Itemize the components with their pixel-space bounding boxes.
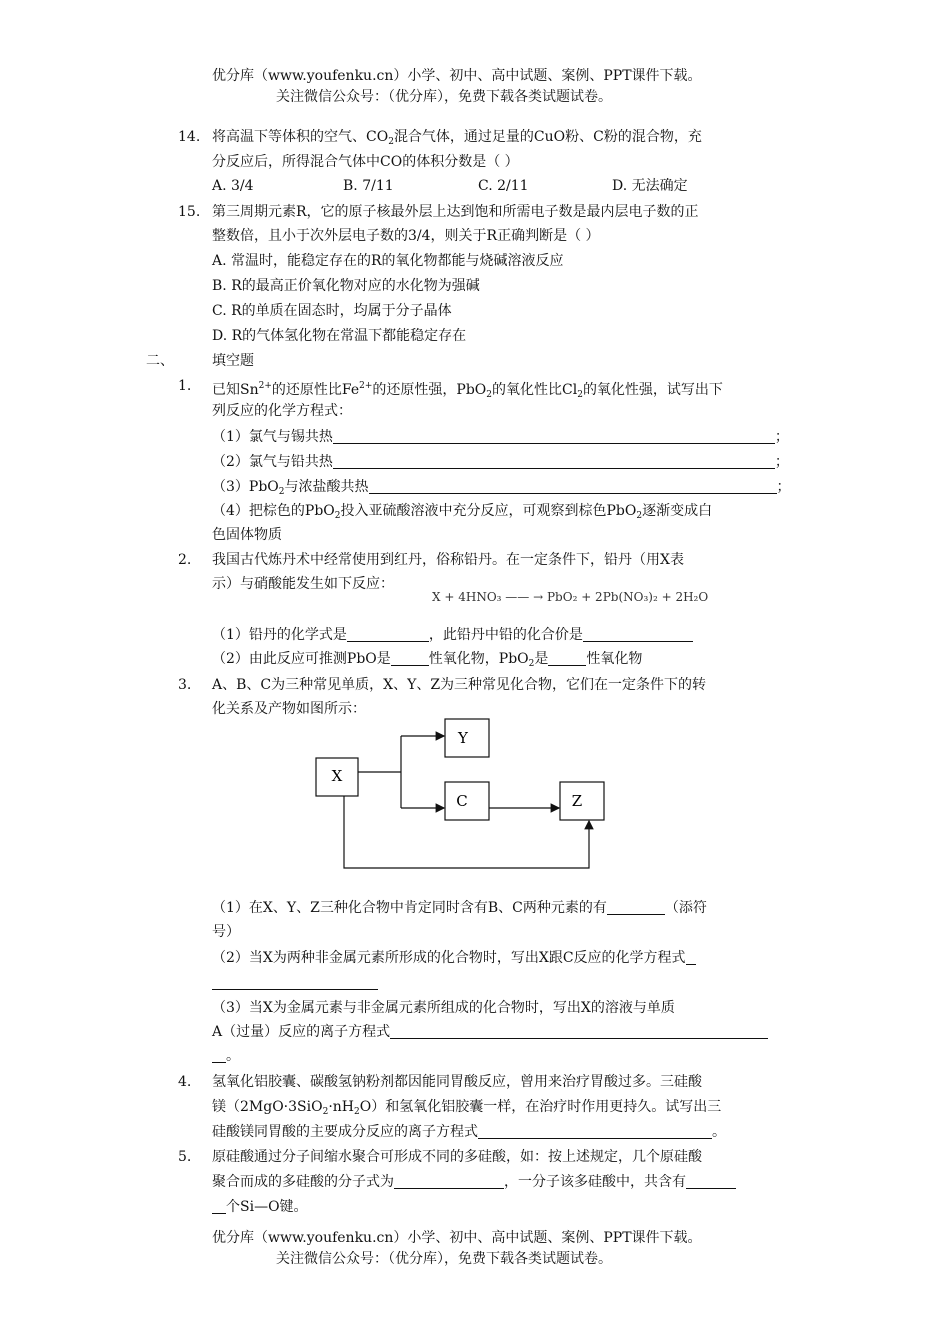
q14-choice-a: A. 3/4 bbox=[212, 178, 254, 194]
f5-line-3: 个Si—O键。 bbox=[212, 1196, 308, 1218]
q14-choice-b: B. 7/11 bbox=[343, 178, 394, 194]
q14-number: 14. bbox=[178, 129, 201, 145]
q15-number: 15. bbox=[178, 204, 201, 220]
q15-option-a: A. 常温时，能稳定存在的R的氧化物都能与烧碱溶液反应 bbox=[212, 253, 564, 269]
f3-part-1: （1）在X、Y、Z三种化合物中肯定同时含有B、C两种元素的有 （添符 bbox=[212, 900, 707, 916]
answer-blank[interactable] bbox=[212, 973, 378, 990]
answer-blank[interactable] bbox=[548, 649, 586, 666]
f1-part-4-line-2: 色固体物质 bbox=[212, 527, 282, 543]
section-title: 填空题 bbox=[212, 353, 254, 369]
answer-blank[interactable] bbox=[391, 649, 429, 666]
footer-line-2: 关注微信公众号：（优分库），免费下载各类试题试卷。 bbox=[276, 1251, 612, 1267]
answer-blank[interactable] bbox=[686, 948, 696, 965]
f3-number: 3. bbox=[178, 677, 192, 693]
answer-blank[interactable] bbox=[333, 452, 775, 469]
f2-part-2: （2）由此反应可推测PbO是 性氧化物，PbO$_2$是 性氧化物 bbox=[212, 651, 643, 669]
f2-number: 2. bbox=[178, 552, 192, 568]
q15-line-1: 第三周期元素R，它的原子核最外层上达到饱和所需电子数是最内层电子数的正 bbox=[212, 204, 699, 220]
header-line-1: 优分库（www.youfenku.cn）小学、初中、高中试题、案例、PPT课件下载。 bbox=[212, 68, 702, 84]
f1-part-1: （1）氯气与锡共热 ； bbox=[212, 429, 789, 445]
q14-choice-c: C. 2/11 bbox=[478, 178, 529, 194]
f2-line-2: 示）与硝酸能发生如下反应： bbox=[212, 576, 394, 592]
f5-line-1: 原硅酸通过分子间缩水聚合可形成不同的多硅酸，如：按上述规定，几个原硅酸 bbox=[212, 1149, 702, 1165]
q15-option-c: C. R的单质在固态时，均属于分子晶体 bbox=[212, 303, 452, 319]
f1-part-4-line-1: （4）把棕色的PbO$_2$投入亚硫酸溶液中充分反应，可观察到棕色PbO$_2$逐渐变成白 bbox=[212, 503, 713, 521]
f3-part-3-line-2: A（过量）反应的离子方程式 bbox=[212, 1021, 768, 1043]
header-line-2: 关注微信公众号：（优分库），免费下载各类试题试卷。 bbox=[276, 89, 612, 105]
q14-line-2: 分反应后，所得混合气体中CO的体积分数是（ ） bbox=[212, 154, 519, 170]
f1-number: 1. bbox=[178, 378, 192, 394]
f3-part-2-line-2 bbox=[212, 972, 378, 994]
f1-line-2: 列反应的化学方程式： bbox=[212, 403, 352, 419]
f4-line-1: 氢氧化铝胶囊、碳酸氢钠粉剂都因能同胃酸反应，曾用来治疗胃酸过多。三硅酸 bbox=[212, 1074, 702, 1090]
f3-line-1: A、B、C为三种常见单质，X、Y、Z为三种常见化合物，它们在一定条件下的转 bbox=[212, 677, 707, 693]
section-number: 二、 bbox=[146, 353, 174, 369]
answer-blank[interactable] bbox=[212, 1197, 226, 1214]
answer-blank[interactable] bbox=[686, 1172, 736, 1189]
answer-blank[interactable] bbox=[607, 898, 665, 915]
label-y: Y bbox=[458, 729, 468, 747]
reaction-equation: X + 4HNO₃ —— → PbO₂ + 2Pb(NO₃)₂ + 2H₂O bbox=[432, 590, 709, 604]
f4-number: 4. bbox=[178, 1074, 192, 1090]
f4-line-3: 硅酸镁同胃酸的主要成分反应的离子方程式 。 bbox=[212, 1124, 726, 1140]
f1-part-2: （2）氯气与铅共热 ； bbox=[212, 454, 789, 470]
f1-part-3: （3）PbO$_2$与浓盐酸共热 ； bbox=[212, 479, 791, 497]
answer-blank[interactable] bbox=[347, 625, 429, 642]
label-x: X bbox=[331, 767, 343, 785]
q14-choice-d: D. 无法确定 bbox=[612, 178, 688, 194]
f3-part-3-line-3: 。 bbox=[212, 1045, 240, 1067]
f4-line-2: 镁$(2MgO\cdot 3SiO_2\cdot nH_2O)$和氢氧化铝胶囊一样，在治疗时作用更持久。试写出三 bbox=[212, 1099, 722, 1117]
answer-blank[interactable] bbox=[394, 1172, 504, 1189]
q15-option-b: B. R的最高正价氧化物对应的水化物为强碱 bbox=[212, 278, 480, 294]
q14-line-1: 将高温下等体积的空气、$CO_2$混合气体，通过足量的CuO粉、C粉的混合物，充 bbox=[212, 129, 702, 147]
f5-line-2: 聚合而成的多硅酸的分子式为 ，一分子该多硅酸中，共含有 bbox=[212, 1171, 736, 1193]
q15-line-2: 整数倍，且小于次外层电子数的3/4，则关于R正确判断是（ ） bbox=[212, 228, 600, 244]
f3-line-2: 化关系及产物如图所示： bbox=[212, 701, 366, 717]
answer-blank[interactable] bbox=[333, 427, 775, 444]
conversion-diagram bbox=[300, 710, 620, 880]
f2-line-1: 我国古代炼丹术中经常使用到红丹，俗称铅丹。在一定条件下，铅丹（用X表 bbox=[212, 552, 684, 568]
f3-part-2: （2）当X为两种非金属元素所形成的化合物时，写出X跟C反应的化学方程式 bbox=[212, 947, 696, 969]
answer-blank[interactable] bbox=[478, 1122, 712, 1139]
answer-blank[interactable] bbox=[583, 625, 693, 642]
answer-blank[interactable] bbox=[369, 477, 777, 494]
footer-line-1: 优分库（www.youfenku.cn）小学、初中、高中试题、案例、PPT课件下载。 bbox=[212, 1230, 702, 1246]
q15-option-d: D. R的气体氢化物在常温下都能稳定存在 bbox=[212, 328, 467, 344]
label-c: C bbox=[456, 792, 468, 810]
label-z: Z bbox=[571, 792, 583, 810]
answer-blank[interactable] bbox=[390, 1022, 768, 1039]
f5-number: 5. bbox=[178, 1149, 192, 1165]
f2-part-1: （1）铅丹的化学式是 ，此铅丹中铅的化合价是 bbox=[212, 624, 693, 646]
f1-line-1: 已知$Sn^{2+}$的还原性比$Fe^{2+}$的还原性强，PbO$_2$的氧化性比$Cl_2$的氧化性强，试写出下 bbox=[212, 381, 723, 400]
f3-part-3-line-1: （3）当X为金属元素与非金属元素所组成的化合物时，写出X的溶液与单质 bbox=[212, 1000, 675, 1016]
f3-part-1-line-2: 号） bbox=[212, 924, 240, 940]
answer-blank[interactable] bbox=[212, 1046, 226, 1063]
